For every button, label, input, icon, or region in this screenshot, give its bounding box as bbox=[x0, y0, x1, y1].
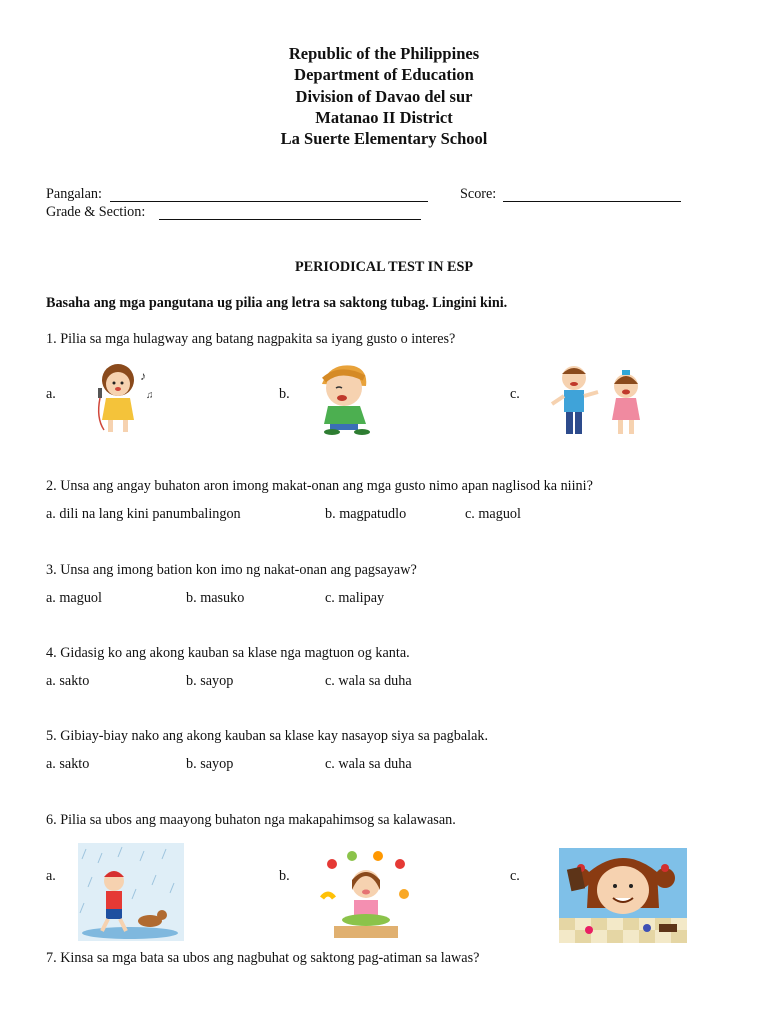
q3-choice-c[interactable]: c. malipay bbox=[325, 590, 385, 606]
header-line-4: Matanao II District bbox=[315, 107, 453, 127]
girl-healthy-food-image[interactable] bbox=[318, 850, 414, 942]
question-1: 1. Pilia sa mga hulagway ang batang nagpakita sa iyang gusto o interes? bbox=[46, 331, 456, 347]
instructions: Basaha ang mga pangutana ug pilia ang letra sa saktong tubag. Lingini kini. bbox=[46, 295, 508, 311]
header-line-1: Republic of the Philippines bbox=[288, 44, 480, 63]
svg-text:♫: ♫ bbox=[146, 390, 154, 401]
q6-choice-a-label[interactable]: a. bbox=[46, 868, 56, 884]
q3-choice-b[interactable]: b. masuko bbox=[186, 590, 245, 606]
q1-choice-c-label[interactable]: c. bbox=[510, 386, 520, 402]
header-line-5: La Suerte Elementary School bbox=[280, 129, 488, 149]
score-label: Score: bbox=[460, 186, 497, 202]
q2-choice-a[interactable]: a. dili na lang kini panumbalingon bbox=[46, 506, 241, 522]
q2-choice-c[interactable]: c. maguol bbox=[465, 506, 521, 522]
girl-eating-candy-image[interactable] bbox=[559, 848, 687, 943]
question-3: 3. Unsa ang imong bation kon imo ng nakat-onan ang pagsayaw? bbox=[46, 562, 417, 578]
question-5: 5. Gibiay-biay nako ang akong kauban sa klase kay nasayop siya sa pagbalak. bbox=[46, 728, 489, 744]
crying-boy-image[interactable] bbox=[310, 360, 386, 438]
question-4: 4. Gidasig ko ang akong kauban sa klase nga magtuon og kanta. bbox=[46, 645, 410, 661]
question-2: 2. Unsa ang angay buhaton aron imong makat-onan ang mga gusto nimo apan naglisod ka niini? bbox=[46, 478, 593, 494]
name-label: Pangalan: bbox=[46, 186, 102, 202]
question-7: 7. Kinsa sa mga bata sa ubos ang nagbuhat og saktong pag-atiman sa lawas? bbox=[46, 950, 480, 966]
q4-choice-c[interactable]: c. wala sa duha bbox=[325, 673, 412, 689]
header-line-2: Department of Education bbox=[294, 65, 474, 85]
two-children-image[interactable] bbox=[546, 360, 650, 440]
q5-choice-c[interactable]: c. wala sa duha bbox=[325, 756, 412, 772]
grade-section-blank[interactable] bbox=[159, 219, 421, 220]
q2-choice-b[interactable]: b. magpatudlo bbox=[325, 506, 407, 522]
test-title: PERIODICAL TEST IN ESP bbox=[294, 259, 474, 275]
singing-girl-image[interactable] bbox=[84, 358, 160, 438]
question-6: 6. Pilia sa ubos ang maayong buhaton nga makapahimsog sa kalawasan. bbox=[46, 812, 456, 828]
q5-choice-a[interactable]: a. sakto bbox=[46, 756, 90, 772]
q4-choice-a[interactable]: a. sakto bbox=[46, 673, 90, 689]
name-blank[interactable] bbox=[110, 201, 428, 202]
q1-choice-b-label[interactable]: b. bbox=[279, 386, 290, 402]
q6-choice-b-label[interactable]: b. bbox=[279, 868, 290, 884]
q1-choice-a-label[interactable]: a. bbox=[46, 386, 56, 402]
q4-choice-b[interactable]: b. sayop bbox=[186, 673, 234, 689]
svg-text:♪: ♪ bbox=[140, 369, 146, 383]
boy-dog-rain-image[interactable] bbox=[78, 843, 184, 941]
q3-choice-a[interactable]: a. maguol bbox=[46, 590, 102, 606]
q6-choice-c-label[interactable]: c. bbox=[510, 868, 520, 884]
grade-section-label: Grade & Section: bbox=[46, 204, 146, 220]
header-line-3: Division of Davao del sur bbox=[295, 86, 473, 106]
q5-choice-b[interactable]: b. sayop bbox=[186, 756, 234, 772]
score-blank[interactable] bbox=[503, 201, 681, 202]
school-header bbox=[0, 43, 768, 149]
